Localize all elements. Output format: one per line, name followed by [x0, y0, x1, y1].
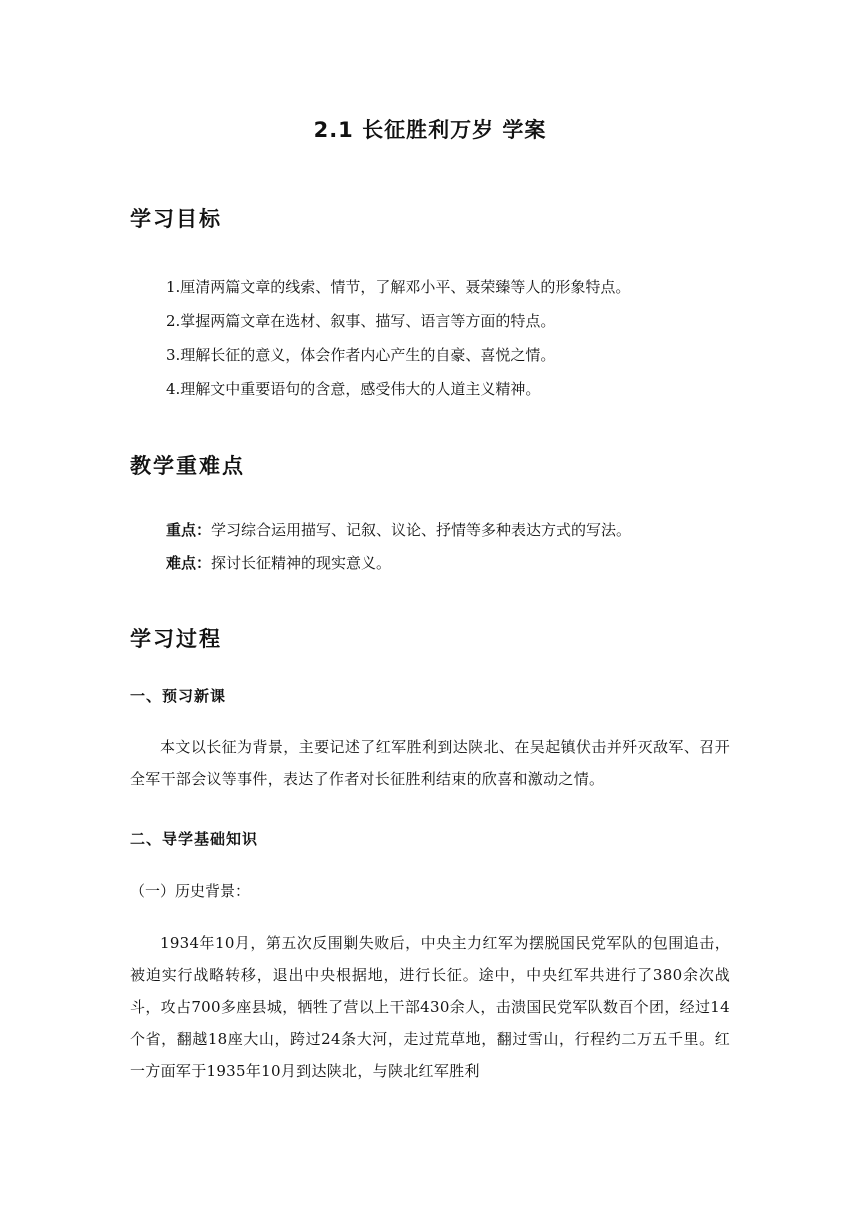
- focus-label: 重点：: [166, 521, 212, 539]
- objective-item: 3.理解长征的意义，体会作者内心产生的自豪、喜悦之情。: [166, 346, 556, 364]
- basics-heading: 二、导学基础知识: [130, 830, 259, 848]
- focus-text: 学习综合运用描写、记叙、议论、抒情等多种表达方式的写法。: [211, 521, 632, 539]
- focus-line: [166, 519, 631, 540]
- difficulty-text: 探讨长征精神的现实意义。: [211, 554, 392, 572]
- key-points-heading: 教学重难点: [130, 454, 245, 478]
- objective-item: 1.厘清两篇文章的线索、情节，了解邓小平、聂荣臻等人的形象特点。: [166, 278, 631, 296]
- difficulty-line: [166, 552, 391, 573]
- preview-heading: 一、预习新课: [130, 687, 227, 705]
- process-heading: 学习过程: [130, 627, 222, 651]
- document-title: 2.1 长征胜利万岁 学案: [313, 118, 547, 142]
- history-subheading: （一）历史背景：: [130, 882, 251, 900]
- difficulty-label: 难点：: [166, 554, 212, 572]
- objective-item: 2.掌握两篇文章在选材、叙事、描写、语言等方面的特点。: [166, 312, 556, 330]
- preview-paragraph: 本文以长征为背景，主要记述了红军胜利到达陕北、在吴起镇伏击并歼灭敌军、召开全军干部会议等事件，表达了作者对长征胜利结束的欣喜和激动之情。: [130, 738, 730, 788]
- objectives-heading: 学习目标: [130, 207, 222, 231]
- objective-item: 4.理解文中重要语句的含意，感受伟大的人道主义精神。: [166, 380, 541, 398]
- history-paragraph: 1934年10月，第五次反围剿失败后，中央主力红军为摆脱国民党军队的包围追击，被迫实行战略转移，退出中央根据地，进行长征。途中，中央红军共进行了380余次战斗，攻占700多座县城，牺牲了营以上干部430余人，击溃国民党军队数百个团，经过14个省，翻越18座大山，跨过24条大河，走过荒草地，翻过雪山，行程约二万五千里。红一方面军于1935年10月到达陕北，与陕北红军胜利: [130, 934, 730, 1080]
